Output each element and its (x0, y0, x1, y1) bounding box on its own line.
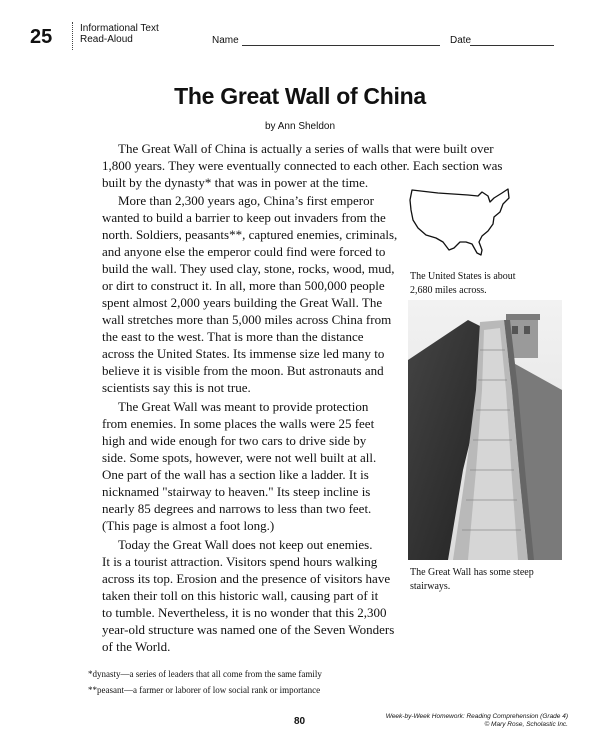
text-line: 1,800 years. They were eventually connected to each other. Each section was (102, 158, 503, 173)
text-line: It is a tourist attraction. Visitors spend hours walking (102, 554, 378, 569)
map-caption-line-1: The United States is about (410, 271, 516, 282)
text-line: nicknamed "stairway to heaven." Its steep incline is (102, 484, 371, 499)
name-label: Name (212, 35, 239, 46)
text-line: Today the Great Wall does not keep out enemies. (118, 537, 373, 552)
text-line: across its top. Erosion and the presence of visitors have (102, 571, 391, 586)
category-line-2: Read-Aloud (80, 34, 133, 45)
name-field[interactable] (242, 45, 440, 46)
footnote-peasant: **peasant—a farmer or laborer of low social rank or importance (88, 685, 321, 695)
text-line: spent almost 2,000 years building the Great Wall. The (102, 295, 383, 310)
text-line: believe it is visible from the moon. But astronauts and (102, 363, 384, 378)
text-line: high and wide enough for two cars to drive side by (102, 433, 367, 448)
photo-caption-line-1: The Great Wall has some steep (410, 567, 534, 578)
credit-line-2: © Mary Rose, Scholastic Inc. (484, 721, 568, 728)
text-line: and anyone else the emperor could find were forced to (102, 244, 386, 259)
photo-caption-line-2: stairways. (410, 581, 451, 592)
category-label (80, 23, 159, 45)
article-byline: by Ann Sheldon (264, 121, 336, 132)
map-caption-line-2: 2,680 miles across. (410, 285, 487, 296)
credit-line-1: Week-by-Week Homework: Reading Comprehension (Grade 4) (385, 713, 568, 720)
text-line: nearly 85 degrees and narrows to less than two feet. (102, 501, 372, 516)
text-line: scientists say this is not true. (102, 380, 251, 395)
worksheet-number: 25 (30, 26, 53, 48)
text-line: the east to the west. That is more than the distance (102, 329, 364, 344)
text-line: The Great Wall was meant to provide protection (118, 399, 369, 414)
text-line: north. Soldiers, peasants**, captured enemies, criminals, (102, 227, 398, 242)
article-title: The Great Wall of China (174, 83, 426, 109)
us-map-illustration (408, 184, 512, 260)
text-line: The Great Wall of China is actually a series of walls that were built over (118, 141, 494, 156)
text-line: across the United States. Its immense size led many to (102, 346, 385, 361)
header-divider (72, 22, 73, 50)
text-line: taken their toll on this historic wall, causing part of it (102, 588, 379, 603)
category-line-1: Informational Text (80, 23, 159, 34)
text-line: build the wall. They used clay, stone, rocks, wood, mud, (102, 261, 395, 276)
text-line: from enemies. In some places the walls were 25 feet (102, 416, 375, 431)
text-line: wall stretches more than 5,000 miles across China from (102, 312, 392, 327)
text-line: More than 2,300 years ago, China’s first emperor (118, 193, 374, 208)
text-line: of the World. (102, 639, 171, 654)
footnote-dynasty: *dynasty—a series of leaders that all come from the same family (88, 669, 322, 679)
text-line: (This page is almost a foot long.) (102, 518, 275, 533)
text-line: built by the dynasty* that was in power at the time. (102, 175, 369, 190)
text-line: One part of the wall has a section like a ladder. It is (102, 467, 369, 482)
text-line: to tumble. Nevertheless, it is no wonder that this 2,300 (102, 605, 387, 620)
date-field[interactable] (470, 45, 554, 46)
text-line: or dirt to construct it. In all, more than 500,000 people (102, 278, 385, 293)
text-line: year-old structure was named one of the Seven Wonders (102, 622, 395, 637)
great-wall-photo (408, 300, 562, 560)
text-line: side. Some spots, however, were not well built at all. (102, 450, 377, 465)
text-line: wanted to build a barrier to keep out invaders from the (102, 210, 386, 225)
date-label: Date (450, 35, 472, 46)
footer-page-number: 80 (294, 716, 306, 727)
